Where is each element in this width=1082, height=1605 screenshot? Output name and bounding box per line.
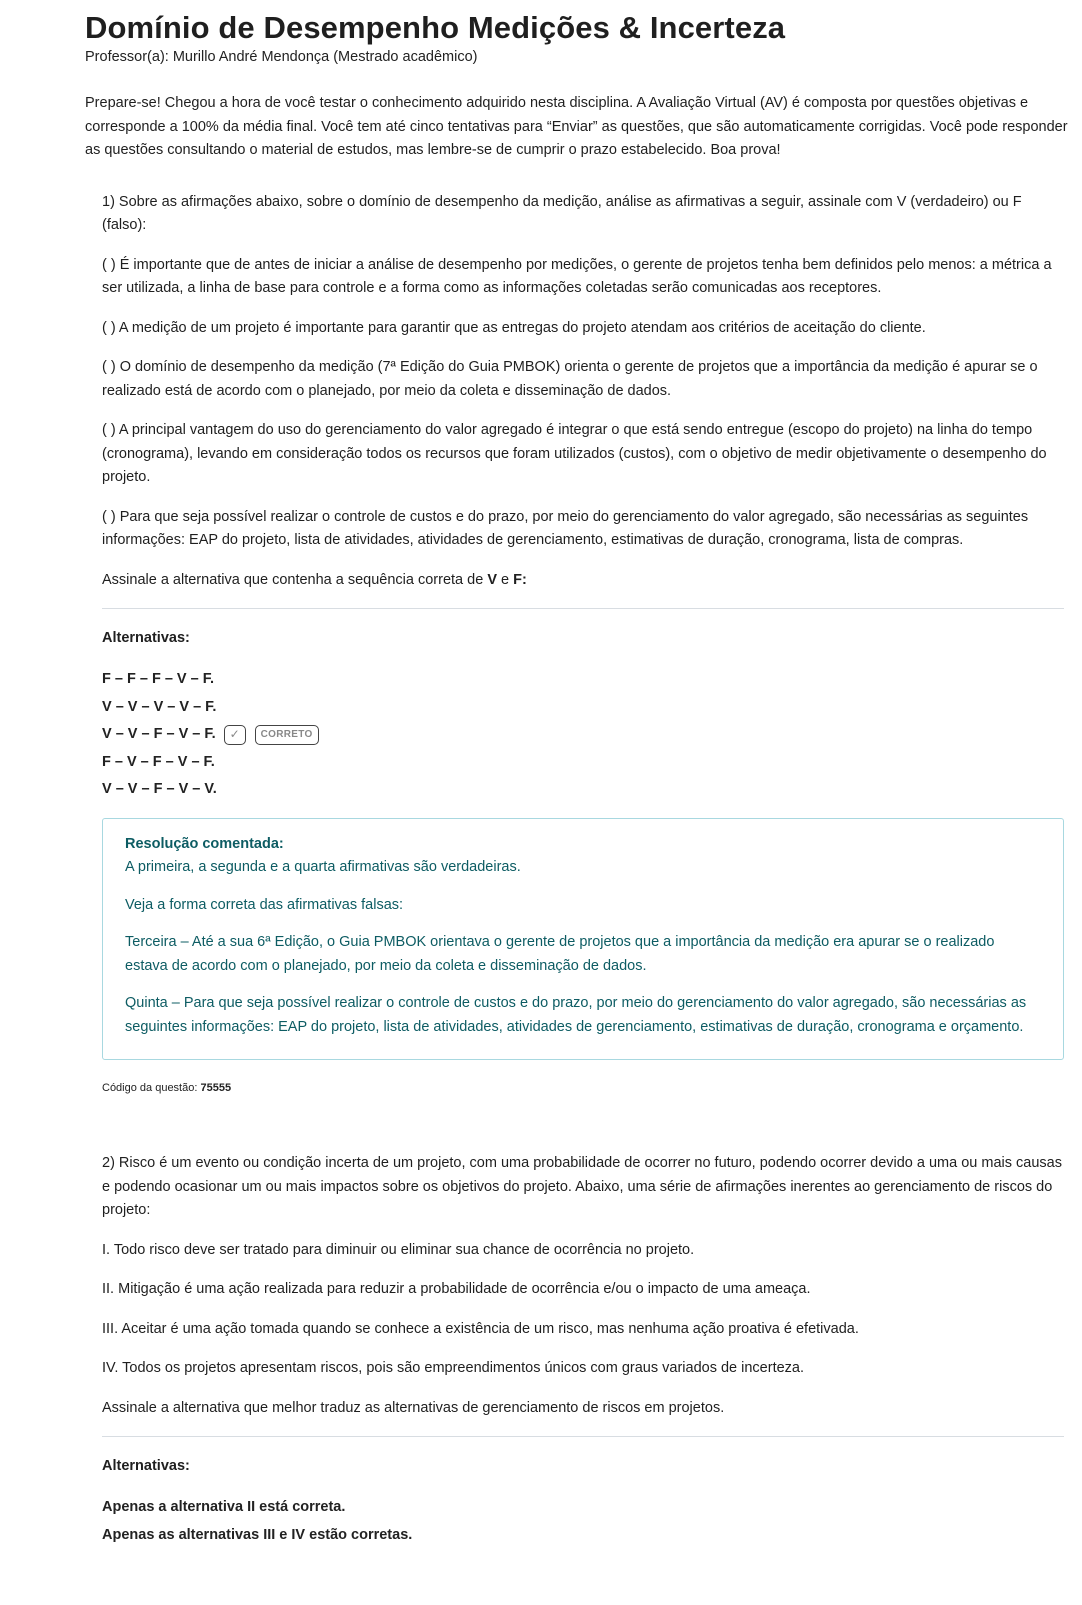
question-1	[102, 191, 1064, 1095]
statement-item: ( ) A principal vantagem do uso do gerenciamento do valor agregado é integrar o que está sendo entregue (escopo do projeto) na linha do tempo (cronograma), levando em consideração todos os recursos que foram utilizados (custos), com o objetivo de medir objetivamente o desempenho do projeto.	[102, 422, 1047, 485]
question-statement: 2) Risco é um evento ou condição incerta de um projeto, com uma probabilidade de ocorrer no futuro, podendo ocorrer devido a uma ou mais causas e podendo ocasionar um ou mais impactos sobre os objetivos do projeto. Abaixo, uma série de afirmações inerentes ao gerenciamento de riscos do projeto:	[102, 1155, 1062, 1218]
statement-item: I. Todo risco deve ser tratado para diminuir ou eliminar sua chance de ocorrência no projeto.	[102, 1241, 695, 1258]
professor-name: Professor(a): Murillo André Mendonça (Mestrado acadêmico)	[85, 49, 478, 65]
question-statement: 1) Sobre as afirmações abaixo, sobre o domínio de desempenho da medição, análise as afirmativas a seguir, assinale com V (verdadeiro) ou F (falso):	[102, 193, 1022, 233]
statement-item: ( ) A medição de um projeto é importante para garantir que as entregas do projeto atendam aos critérios de aceitação do cliente.	[102, 319, 926, 336]
resolution-text: A primeira, a segunda e a quarta afirmativas são verdadeiras.	[125, 859, 521, 875]
question-code: Código da questão: 75555	[102, 1082, 232, 1094]
alternatives-title: Alternativas:	[102, 1458, 190, 1474]
correct-badge: CORRETO	[255, 725, 319, 745]
question-prompt: Assinale a alternativa que melhor traduz as alternativas de gerenciamento de riscos em projetos.	[102, 1399, 725, 1416]
question-prompt: Assinale a alternativa que contenha a sequência correta de V e F:	[102, 571, 527, 588]
alternative-option-correct[interactable]: V – V – F – V – F. ✓ CORRETO	[102, 721, 1064, 749]
statement-item: ( ) É importante que de antes de iniciar a análise de desempenho por medições, o gerente de projetos tenha bem definidos pelo menos: a métrica a ser utilizada, a linha de base para controle e a forma como as informações coletadas serão comunicadas aos receptores.	[102, 256, 1052, 296]
resolution-text: Veja a forma correta das afirmativas falsas:	[125, 896, 404, 913]
alternative-option[interactable]: F – F – F – V – F.	[102, 671, 215, 687]
question-2	[102, 1152, 1064, 1549]
resolution-title: Resolução comentada:	[125, 835, 284, 852]
alternative-option[interactable]: V – V – F – V – V.	[102, 781, 217, 797]
intro-text: Prepare-se! Chegou a hora de você testar o conhecimento adquirido nesta disciplina. A Avaliação Virtual (AV) é composta por questões objetivas e corresponde a 100% da média final. Você tem até cinco tentativas para “Enviar” as questões, que são automaticamente corrigidas. Você pode responder as questões consultando o material de estudos, mas lembre-se de cumprir o prazo estabelecido. Boa prova!	[85, 95, 1068, 158]
divider	[102, 1436, 1064, 1437]
alternative-option[interactable]: Apenas as alternativas III e IV estão corretas.	[102, 1526, 413, 1543]
resolution-text: Quinta – Para que seja possível realizar o controle de custos e do prazo, por meio do gerenciamento do valor agregado, são necessárias as seguintes informações: EAP do projeto, lista de atividades, atividades de gerenciamento, estimativas de duração, cronograma e orçamento.	[125, 995, 1027, 1035]
resolution-text: Terceira – Até a sua 6ª Edição, o Guia PMBOK orientava o gerente de projetos que a importância da medição era apurar se o realizado estava de acordo com o planejado, por meio da coleta e disseminação de dados.	[125, 934, 995, 974]
statement-item: ( ) Para que seja possível realizar o controle de custos e do prazo, por meio do gerenciamento do valor agregado, são necessárias as seguintes informações: EAP do projeto, lista de atividades, atividades de gerenciamento, estimativas de duração, cronograma, lista de compras.	[102, 508, 1029, 548]
alternative-option[interactable]: F – V – F – V – F.	[102, 753, 215, 770]
statement-item: ( ) O domínio de desempenho da medição (7ª Edição do Guia PMBOK) orienta o gerente de projetos que a importância da medição é apurar se o realizado está de acordo com o planejado, por meio da coleta e disseminação de dados.	[102, 359, 1038, 399]
alternatives-title: Alternativas:	[102, 630, 190, 646]
statement-item: III. Aceitar é uma ação tomada quando se conhece a existência de um risco, mas nenhuma ação proativa é efetivada.	[102, 1320, 859, 1337]
checkmark-icon: ✓	[224, 725, 246, 745]
statement-item: II. Mitigação é uma ação realizada para reduzir a probabilidade de ocorrência e/ou o impacto de uma ameaça.	[102, 1281, 811, 1297]
divider	[102, 608, 1064, 609]
page-title: Domínio de Desempenho Medições & Incerteza	[85, 10, 786, 45]
alternative-option[interactable]: V – V – V – V – F.	[102, 698, 217, 715]
statement-item: IV. Todos os projetos apresentam riscos, pois são empreendimentos únicos com graus variados de incerteza.	[102, 1360, 805, 1376]
resolution-box	[102, 818, 1064, 1061]
alternative-option[interactable]: Apenas a alternativa II está correta.	[102, 1499, 346, 1515]
